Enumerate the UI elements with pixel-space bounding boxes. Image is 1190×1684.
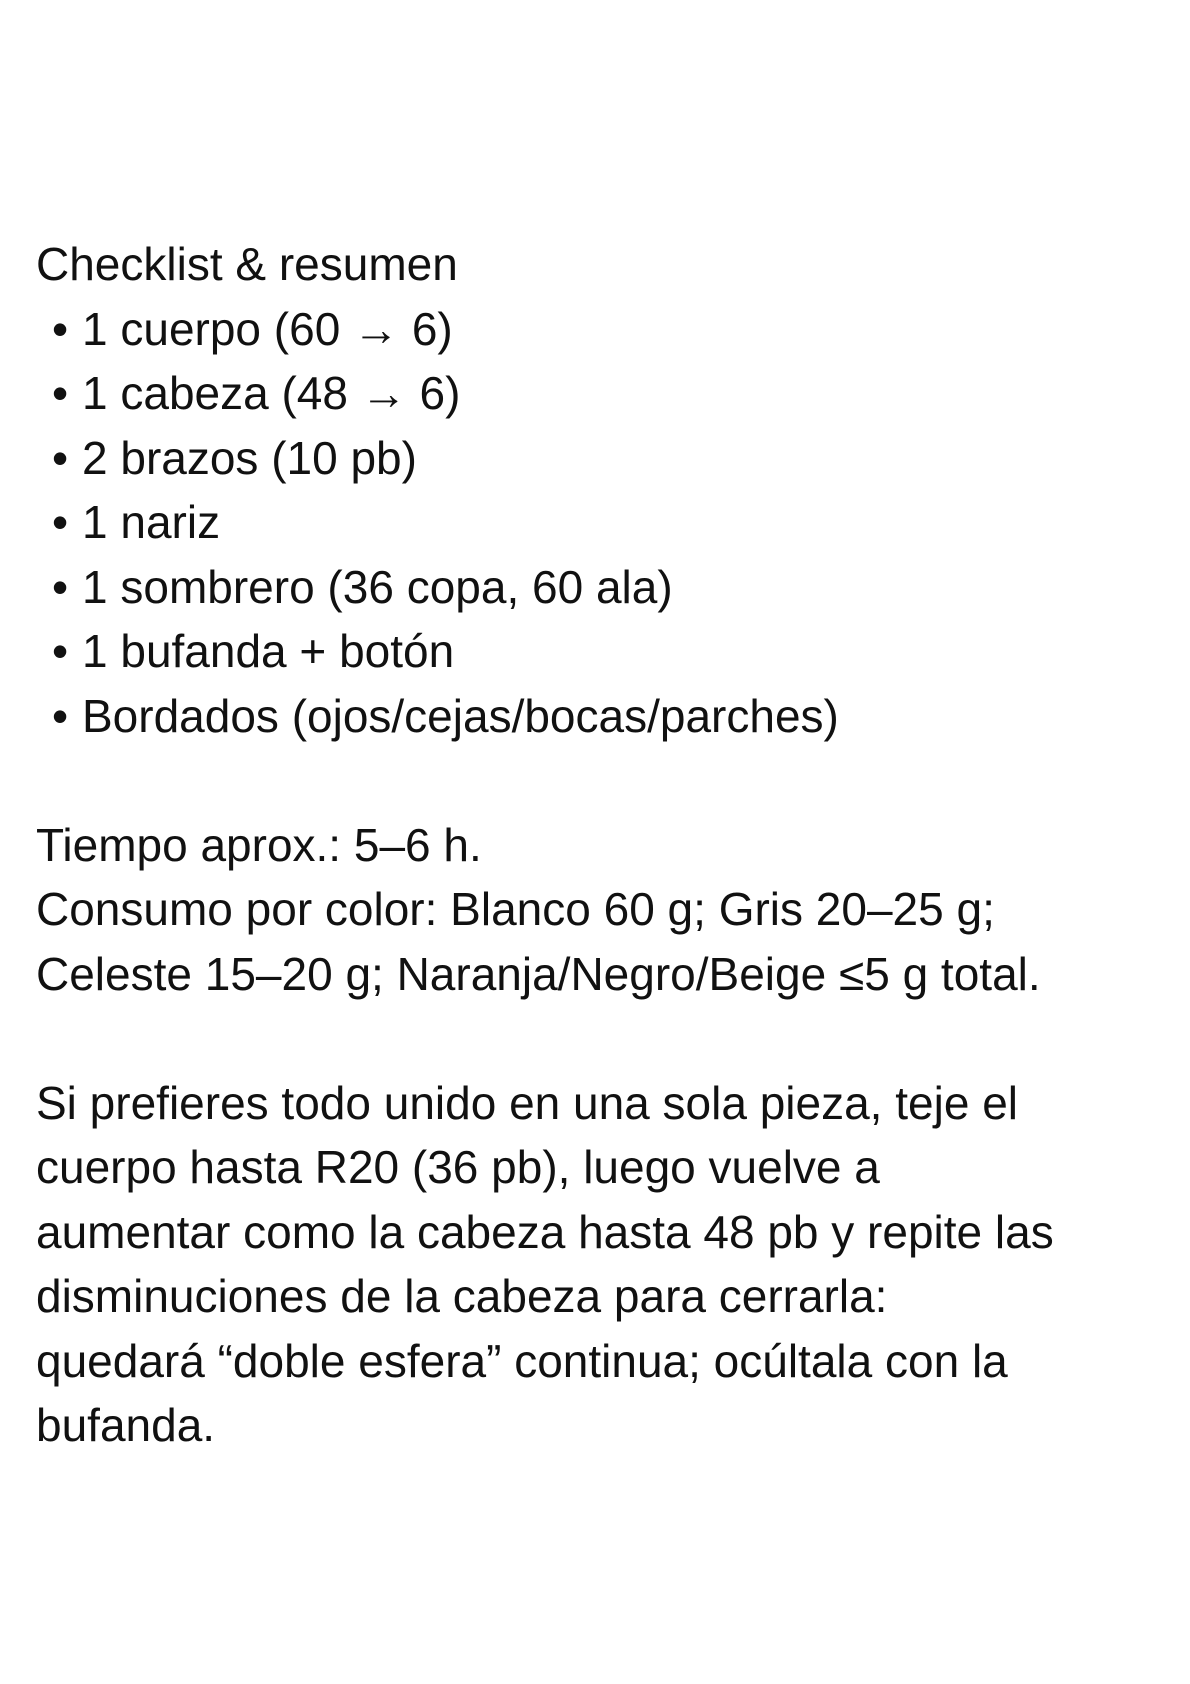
bullet-icon: • <box>51 496 69 548</box>
bullet-icon: • <box>51 560 69 613</box>
bullet-icon: • <box>51 431 69 484</box>
checklist-item <box>36 684 1166 749</box>
yarn-consumption-line: Celeste 15–20 g; Naranja/Negro/Beige ≤5 g total. <box>36 947 1041 1000</box>
checklist-heading: Checklist & resumen <box>36 238 458 290</box>
bullet-icon: • <box>51 367 69 419</box>
checklist <box>36 297 1166 749</box>
checklist-item-text: 1 bufanda + botón <box>82 625 455 677</box>
time-estimate: Tiempo aprox.: 5–6 h. <box>36 818 482 871</box>
bullet-icon: • <box>51 625 69 677</box>
note-line: bufanda. <box>36 1399 216 1451</box>
checklist-item <box>36 619 1166 684</box>
checklist-item-text: 1 cabeza (48 → 6) <box>82 367 461 419</box>
yarn-consumption-line: Consumo por color: Blanco 60 g; Gris 20–25 g; <box>36 883 995 935</box>
note-line: aumentar como la cabeza hasta 48 pb y repite las <box>36 1205 1054 1258</box>
note-line: quedará “doble esfera” continua; ocúltala con la <box>36 1334 1008 1387</box>
checklist-item-text: 1 sombrero (36 copa, 60 ala) <box>82 560 673 613</box>
summary-block <box>36 813 1166 1007</box>
checklist-item <box>36 555 1166 620</box>
note-line: cuerpo hasta R20 (36 pb), luego vuelve a <box>36 1141 880 1193</box>
checklist-item-text: 2 brazos (10 pb) <box>82 431 417 484</box>
checklist-item-text: Bordados (ojos/cejas/bocas/parches) <box>82 689 839 742</box>
document-body <box>36 232 1166 1458</box>
checklist-item-text: 1 nariz <box>82 496 221 548</box>
bullet-icon: • <box>51 302 69 355</box>
bullet-icon: • <box>51 689 69 742</box>
note-line: Si prefieres todo unido en una sola pieza, teje el <box>36 1076 1018 1129</box>
note-line: disminuciones de la cabeza para cerrarla: <box>36 1270 888 1322</box>
checklist-item <box>36 297 1166 362</box>
checklist-item <box>36 426 1166 491</box>
checklist-item <box>36 490 1166 555</box>
paragraph-spacer <box>36 1006 1166 1071</box>
paragraph-spacer <box>36 748 1166 813</box>
checklist-item <box>36 361 1166 426</box>
checklist-item-text: 1 cuerpo (60 → 6) <box>82 302 453 355</box>
one-piece-note <box>36 1071 1166 1458</box>
